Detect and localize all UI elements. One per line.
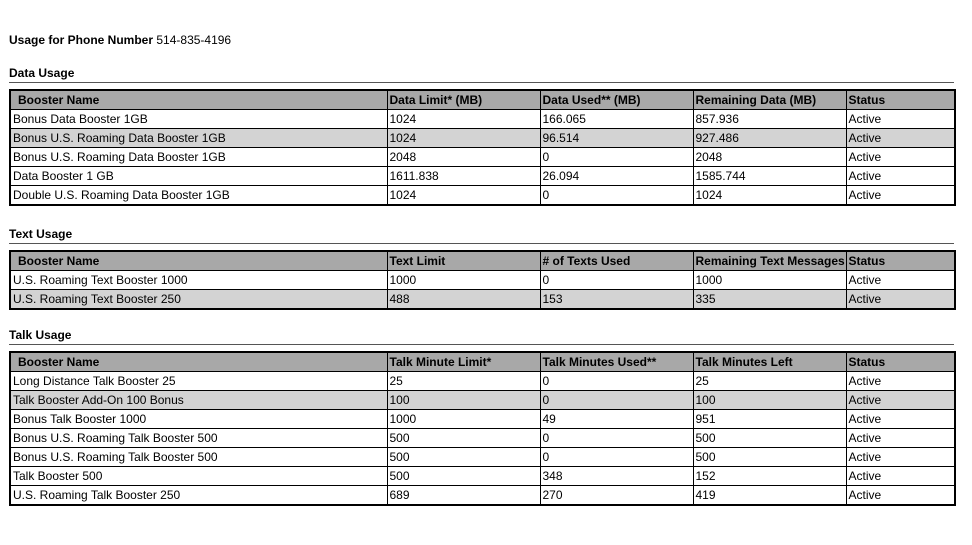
table-cell: 0: [540, 148, 693, 167]
section-title: Data Usage: [9, 66, 954, 83]
table-cell: 100: [693, 391, 846, 410]
table-cell: 1611.838: [387, 167, 540, 186]
table-cell: Talk Booster Add-On 100 Bonus: [10, 391, 387, 410]
table-cell: Bonus Talk Booster 1000: [10, 410, 387, 429]
table-cell: 1585.744: [693, 167, 846, 186]
table-cell: 500: [387, 467, 540, 486]
table-cell: Active: [846, 186, 955, 206]
table-cell: 0: [540, 186, 693, 206]
column-header: Booster Name: [10, 251, 387, 271]
table-cell: U.S. Roaming Talk Booster 250: [10, 486, 387, 506]
table-cell: 166.065: [540, 110, 693, 129]
table-cell: Active: [846, 448, 955, 467]
table-cell: 270: [540, 486, 693, 506]
table-cell: Active: [846, 129, 955, 148]
talk-usage-section: [9, 328, 954, 506]
table-cell: 419: [693, 486, 846, 506]
table-row: [10, 148, 955, 167]
table-cell: 500: [693, 448, 846, 467]
table-row: [10, 186, 955, 206]
table-header-row: [10, 251, 955, 271]
table-row: [10, 129, 955, 148]
phone-number: 514-835-4196: [156, 33, 232, 47]
table-cell: 1000: [387, 410, 540, 429]
column-header: Status: [846, 352, 955, 372]
table-cell: Active: [846, 410, 955, 429]
table-cell: Double U.S. Roaming Data Booster 1GB: [10, 186, 387, 206]
table-cell: 500: [693, 429, 846, 448]
talk-usage-table: [9, 351, 956, 506]
table-header-row: [10, 352, 955, 372]
table-cell: 49: [540, 410, 693, 429]
table-cell: Talk Booster 500: [10, 467, 387, 486]
table-cell: 348: [540, 467, 693, 486]
table-cell: 0: [540, 372, 693, 391]
table-cell: 152: [693, 467, 846, 486]
table-cell: 1000: [693, 271, 846, 290]
text-usage-section: [9, 227, 954, 310]
table-cell: 100: [387, 391, 540, 410]
column-header: Talk Minute Limit*: [387, 352, 540, 372]
table-cell: Long Distance Talk Booster 25: [10, 372, 387, 391]
column-header: Remaining Text Messages: [693, 251, 846, 271]
table-cell: Active: [846, 372, 955, 391]
table-row: [10, 110, 955, 129]
column-header: Text Limit: [387, 251, 540, 271]
column-header: Talk Minutes Left: [693, 352, 846, 372]
column-header: Data Limit* (MB): [387, 90, 540, 110]
table-cell: 689: [387, 486, 540, 506]
table-cell: 0: [540, 429, 693, 448]
text-usage-table: [9, 250, 956, 310]
table-cell: 2048: [693, 148, 846, 167]
table-cell: 1024: [387, 110, 540, 129]
table-cell: 0: [540, 271, 693, 290]
table-cell: 335: [693, 290, 846, 310]
table-cell: 1024: [387, 186, 540, 206]
table-cell: 500: [387, 448, 540, 467]
column-header: Booster Name: [10, 352, 387, 372]
table-row: [10, 391, 955, 410]
column-header: Talk Minutes Used**: [540, 352, 693, 372]
table-cell: U.S. Roaming Text Booster 250: [10, 290, 387, 310]
table-row: [10, 486, 955, 506]
table-cell: 857.936: [693, 110, 846, 129]
table-cell: Active: [846, 429, 955, 448]
table-row: [10, 467, 955, 486]
table-cell: Active: [846, 167, 955, 186]
table-cell: 96.514: [540, 129, 693, 148]
table-cell: Active: [846, 486, 955, 506]
column-header: Remaining Data (MB): [693, 90, 846, 110]
table-cell: 488: [387, 290, 540, 310]
table-cell: 951: [693, 410, 846, 429]
table-cell: Bonus Data Booster 1GB: [10, 110, 387, 129]
table-row: [10, 290, 955, 310]
column-header: Booster Name: [10, 90, 387, 110]
table-cell: Bonus U.S. Roaming Talk Booster 500: [10, 429, 387, 448]
table-row: [10, 429, 955, 448]
column-header: Data Used** (MB): [540, 90, 693, 110]
table-cell: 25: [387, 372, 540, 391]
section-title: Text Usage: [9, 227, 954, 244]
table-cell: Bonus U.S. Roaming Talk Booster 500: [10, 448, 387, 467]
table-cell: Active: [846, 391, 955, 410]
table-cell: Bonus U.S. Roaming Data Booster 1GB: [10, 148, 387, 167]
table-row: [10, 410, 955, 429]
table-cell: 500: [387, 429, 540, 448]
table-cell: Data Booster 1 GB: [10, 167, 387, 186]
page-title: [9, 32, 231, 48]
table-cell: Active: [846, 110, 955, 129]
table-row: [10, 372, 955, 391]
table-cell: 1000: [387, 271, 540, 290]
table-cell: 0: [540, 448, 693, 467]
column-header: # of Texts Used: [540, 251, 693, 271]
table-cell: 0: [540, 391, 693, 410]
table-cell: 1024: [387, 129, 540, 148]
table-cell: 26.094: [540, 167, 693, 186]
table-cell: 2048: [387, 148, 540, 167]
table-cell: 1024: [693, 186, 846, 206]
data-usage-section: [9, 66, 954, 206]
table-cell: U.S. Roaming Text Booster 1000: [10, 271, 387, 290]
table-cell: Active: [846, 467, 955, 486]
table-cell: Active: [846, 290, 955, 310]
table-cell: 25: [693, 372, 846, 391]
table-cell: 927.486: [693, 129, 846, 148]
table-row: [10, 448, 955, 467]
table-cell: Active: [846, 148, 955, 167]
table-cell: Bonus U.S. Roaming Data Booster 1GB: [10, 129, 387, 148]
table-row: [10, 167, 955, 186]
data-usage-table: [9, 89, 956, 206]
table-header-row: [10, 90, 955, 110]
table-row: [10, 271, 955, 290]
page-title-label: Usage for Phone Number: [9, 33, 154, 47]
column-header: Status: [846, 251, 955, 271]
table-cell: 153: [540, 290, 693, 310]
table-cell: Active: [846, 271, 955, 290]
column-header: Status: [846, 90, 955, 110]
section-title: Talk Usage: [9, 328, 954, 345]
